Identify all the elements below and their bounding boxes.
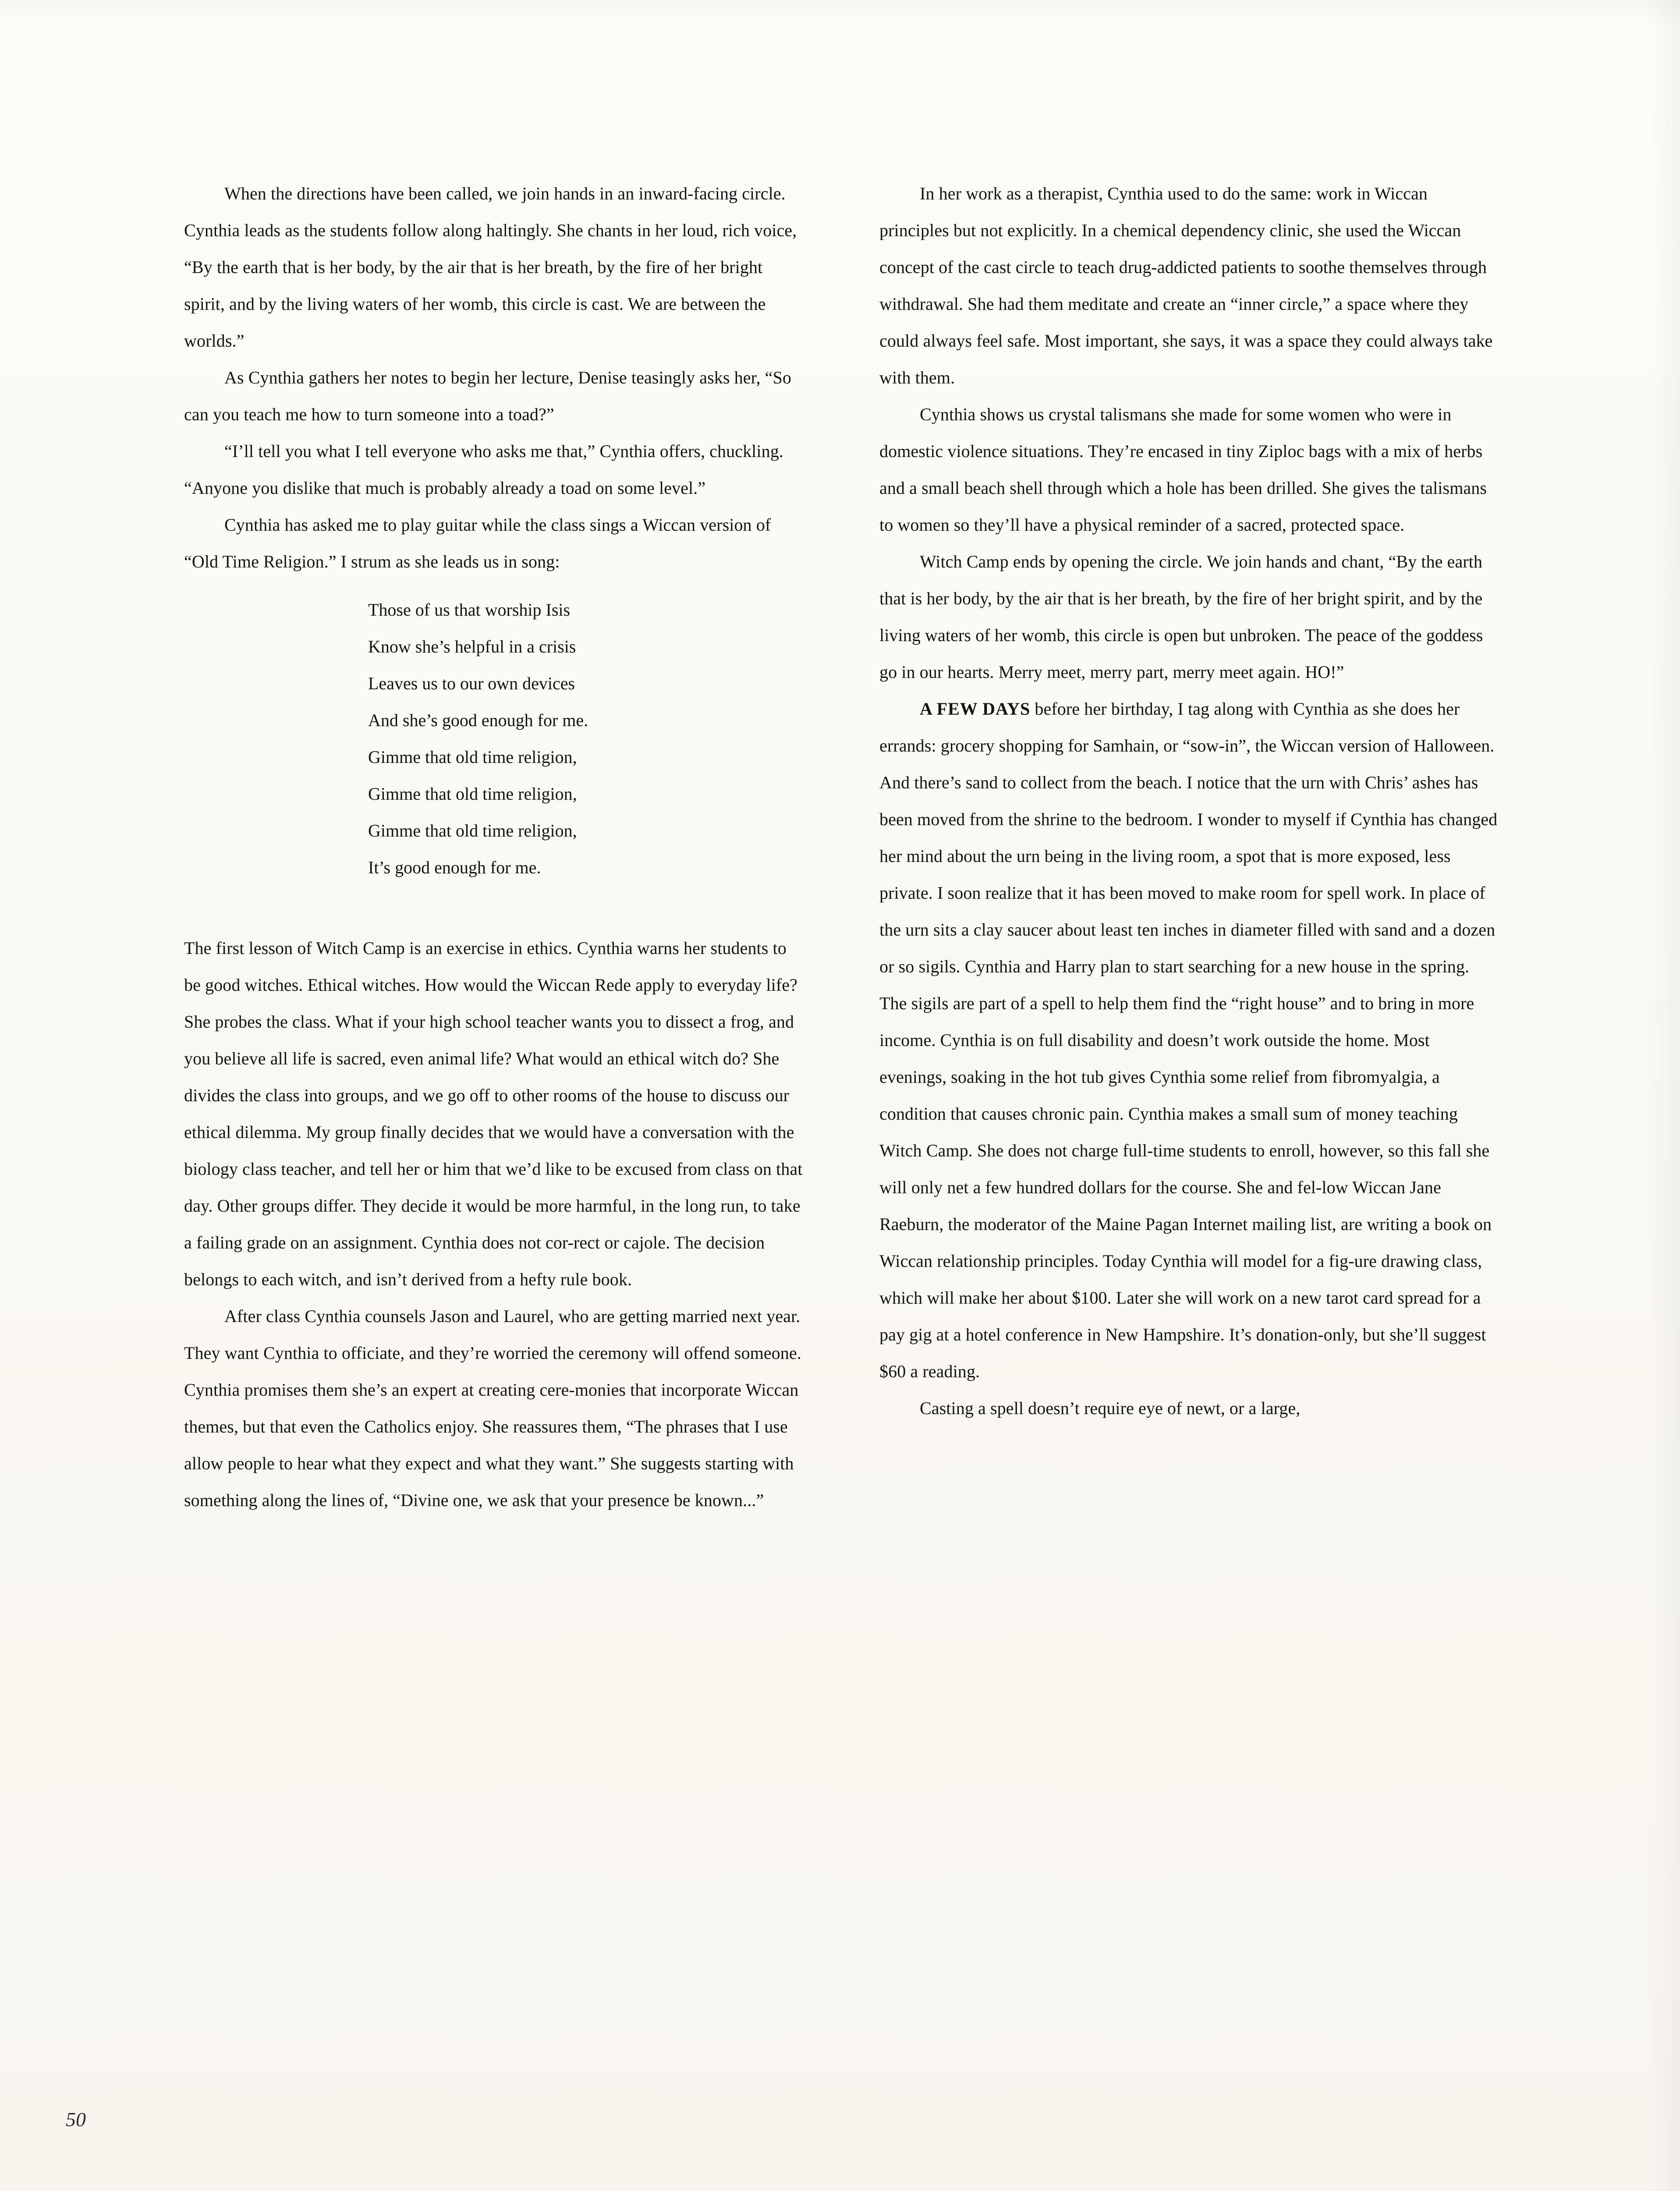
page-edge-shadow <box>1649 0 1680 2191</box>
lead-paragraph-body: before her birthday, I tag along with Cynthia as she does her errands: grocery shopping for Samhain, or “sow-in”, the Wiccan version of Halloween. And there’s sand to collect from the beach. I notice that the urn with Chris’ ashes has been moved from the shrine to the bedroom. I wonder to myself if Cynthia has changed her mind about the urn being in the living room, a spot that is more exposed, less private. I soon realize that it has been moved to make room for spell work. In place of the urn sits a clay saucer about least ten inches in diameter filled with sand and a dozen or so sigils. Cynthia and Harry plan to start searching for a new house in the spring. The sigils are part of a spell to help them find the “right house” and to bring in more income. Cynthia is on full disability and doesn’t work outside the home. Most evenings, soaking in the hot tub gives Cynthia some relief from fibromyalgia, a condition that causes chronic pain. Cynthia makes a small sum of money teaching Witch Camp. She does not charge full-time students to enroll, however, so this fall she will only net a few hundred dollars for the course. She and fel-low Wiccan Jane Raeburn, the moderator of the Maine Pagan Internet mailing list, are writing a book on Wiccan relationship principles. Today Cynthia will model for a fig-ure drawing class, which will make her about $100. Later she will work on a new tarot card spread for a pay gig at a hotel conference in New Hampshire. It’s donation-only, but she’ll suggest $60 a reading. <box>879 699 1498 1381</box>
paragraph: “I’ll tell you what I tell everyone who asks me that,” Cynthia offers, chuckling. “Anyone you dislike that much is probably already a toad on some level.” <box>184 441 783 498</box>
page-top-shadow <box>0 0 1680 26</box>
lead-in-text: A FEW DAYS <box>920 699 1031 719</box>
song-line: Know she’s helpful in a crisis <box>368 637 576 656</box>
lead-paragraph <box>879 691 1498 1390</box>
paragraph: Casting a spell doesn’t require eye of newt, or a large, <box>920 1398 1301 1418</box>
right-column <box>879 175 1498 1519</box>
page-number: 50 <box>66 2108 86 2131</box>
song-line: And she’s good enough for me. <box>368 710 588 730</box>
paragraph: In her work as a therapist, Cynthia used to do the same: work in Wiccan principles but not explicitly. In a chemical dependency clinic, she used the Wiccan concept of the cast circle to teach drug-addicted patients to soothe themselves through withdrawal. She had them meditate and create an “inner circle,” a space where they could always feel safe. Most important, she says, it was a space they could always take with them. <box>879 184 1493 387</box>
paragraph: Cynthia shows us crystal talismans she made for some women who were in domestic violence situations. They’re encased in tiny Ziploc bags with a mix of herbs and a small beach shell through which a hole has been drilled. She gives the talismans to women so they’ll have a physical reminder of a sacred, protected space. <box>879 404 1487 535</box>
song-line: Gimme that old time religion, <box>368 821 577 840</box>
paragraph: After class Cynthia counsels Jason and Laurel, who are getting married next year. They want Cynthia to officiate, and they’re worried the ceremony will offend someone. Cynthia promises them she’s an expert at creating cere-monies that incorporate Wiccan themes, but that even the Catholics enjoy. She reassures them, “The phrases that I use allow people to hear what they expect and what they want.” She suggests starting with something along the lines of, “Divine one, we ask that your presence be known...” <box>184 1306 801 1510</box>
paragraph: Witch Camp ends by opening the circle. We join hands and chant, “By the earth that is her body, by the air that is her breath, by the fire of her bright spirit, and by the living waters of her womb, this circle is open but unbroken. The peace of the goddess go in our hearts. Merry meet, merry part, merry meet again. HO!” <box>879 552 1483 682</box>
text-columns <box>184 175 1499 1519</box>
paragraph: As Cynthia gathers her notes to begin her lecture, Denise teasingly asks her, “So can you teach me how to turn someone into a toad?” <box>184 368 791 424</box>
left-column <box>184 175 803 1519</box>
song-verse <box>184 592 803 886</box>
paragraph: When the directions have been called, we join hands in an inward-facing circle. Cynthia leads as the students follow along haltingly. She chants in her loud, rich voice, “By the earth that is her body, by the air that is her breath, by the fire of her bright spirit, and by the living waters of her womb, this circle is cast. We are between the worlds.” <box>184 184 797 351</box>
song-line: Gimme that old time religion, <box>368 747 577 767</box>
paragraph: Cynthia has asked me to play guitar while the class sings a Wiccan version of “Old Time Religion.” I strum as she leads us in song: <box>184 515 771 571</box>
song-line: It’s good enough for me. <box>368 858 541 877</box>
paragraph: The first lesson of Witch Camp is an exercise in ethics. Cynthia warns her students to be good witches. Ethical witches. How would the Wiccan Rede apply to everyday life? She probes the class. What if your high school teacher wants you to dissect a frog, and you believe all life is sacred, even animal life? What would an ethical witch do? She divides the class into groups, and we go off to other rooms of the house to discuss our ethical dilemma. My group finally decides that we would have a conversation with the biology class teacher, and tell her or him that we’d like to be excused from class on that day. Other groups differ. They decide it would be more harmful, in the long run, to take a failing grade on an assignment. Cynthia does not cor-rect or cajole. The decision belongs to each witch, and isn’t derived from a hefty rule book. <box>184 938 803 1289</box>
song-line: Those of us that worship Isis <box>368 600 571 620</box>
song-line: Leaves us to our own devices <box>368 674 575 693</box>
paragraph-spacer <box>184 897 803 930</box>
song-line: Gimme that old time religion, <box>368 784 577 804</box>
